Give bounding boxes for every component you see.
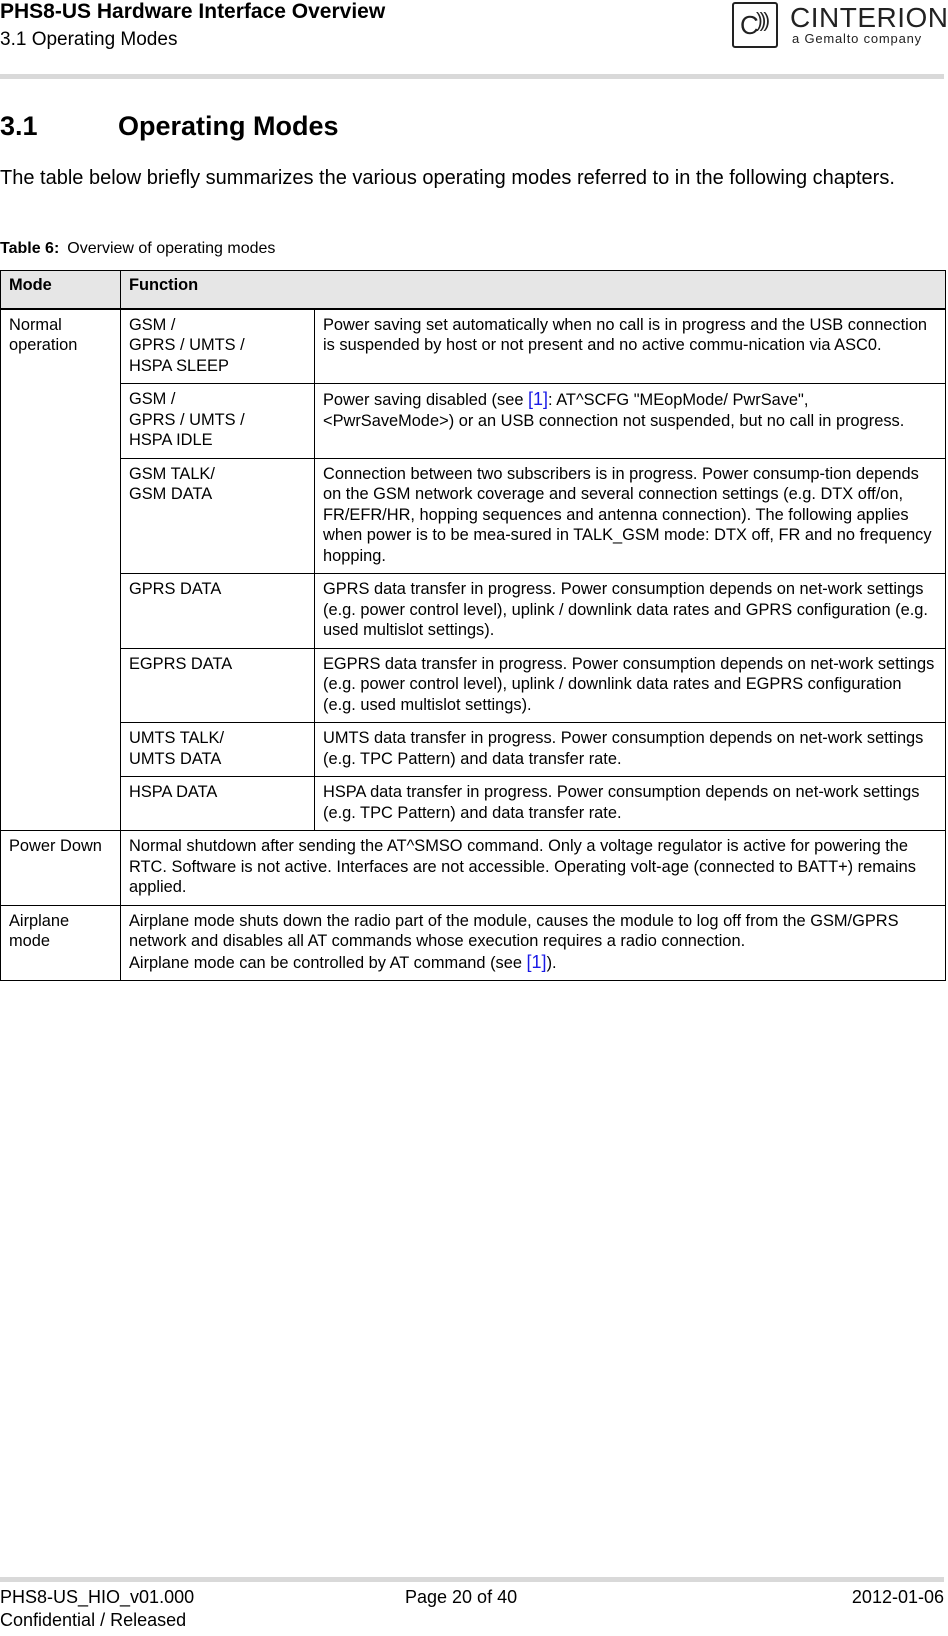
company-logo — [732, 0, 948, 52]
table-row — [1, 723, 946, 777]
header-function: Function — [121, 271, 946, 309]
submode-name: GPRS DATA — [121, 574, 315, 649]
table-caption — [0, 239, 275, 259]
description-text: : AT^SCFG "MEopMode/ PwrSave",<PwrSaveMode>) or an USB connection not suspended, but no call in progress. — [323, 391, 905, 430]
submode-description: EGPRS data transfer in progress. Power consumption depends on net-work settings (e.g. power control level), uplink / downlink data rates and EGPRS configuration (e.g. used multislot settings). — [315, 648, 946, 723]
section-heading — [0, 111, 339, 141]
footer-left — [0, 1586, 194, 1632]
footer-doc-id: PHS8-US_HIO_v01.000 — [0, 1587, 195, 1607]
submode-description: UMTS data transfer in progress. Power consumption depends on net-work settings (e.g. TPC Pattern) and data transfer rate. — [315, 723, 946, 777]
footer-page-number: Page 20 of 40 — [405, 1587, 518, 1607]
description-text: Airplane mode shuts down the radio part of the module, causes the module to log off from the GSM/GPRS network and disables all AT commands whose execution requires a radio connection. — [129, 911, 899, 950]
submode-name: HSPA DATA — [121, 777, 315, 831]
table-row — [1, 777, 946, 831]
intro-paragraph: The table below briefly summarizes the various operating modes referred to in the following chapters. — [0, 167, 895, 189]
page-header — [0, 0, 948, 80]
table-row — [1, 648, 946, 723]
table-row — [1, 384, 946, 459]
cinterion-logo-icon: C ))) — [732, 2, 778, 48]
mode-power-down: Power Down — [1, 831, 121, 906]
table-row — [1, 574, 946, 649]
document-title: PHS8-US Hardware Interface Overview — [0, 0, 386, 23]
operating-modes-table — [0, 270, 946, 981]
submode-description — [315, 384, 946, 459]
submode-description: GPRS data transfer in progress. Power consumption depends on net-work settings (e.g. power control level), uplink / downlink data rates and GPRS configuration (e.g. used multislot settings). — [315, 574, 946, 649]
description-text: ). — [546, 953, 557, 972]
header-section-name: 3.1 Operating Modes — [0, 29, 178, 50]
section-number: 3.1 — [0, 111, 38, 141]
header-mode: Mode — [1, 271, 121, 309]
description-text: Airplane mode can be controlled by AT command (see — [129, 953, 527, 972]
header-divider — [0, 74, 944, 79]
submode-description: Power saving set automatically when no call is in progress and the USB connection is suspended by host or not present and no active commu-nication via ASC0. — [315, 309, 946, 384]
submode-name: GSM / GPRS / UMTS / HSPA SLEEP — [121, 309, 315, 384]
logo-name: CINTERION — [790, 2, 948, 33]
table-caption-label: Table 6: — [0, 240, 60, 257]
table-row — [1, 458, 946, 574]
mode-airplane: Airplane mode — [1, 905, 121, 981]
submode-name: GSM / GPRS / UMTS / HSPA IDLE — [121, 384, 315, 459]
submode-name: UMTS TALK/ UMTS DATA — [121, 723, 315, 777]
submode-name: GSM TALK/ GSM DATA — [121, 458, 315, 574]
mode-description — [121, 905, 946, 981]
table-row — [1, 831, 946, 906]
mode-description: Normal shutdown after sending the AT^SMSO command. Only a voltage regulator is active for powering the RTC. Software is not active. Interfaces are not accessible. Operating volt-age (connected to BATT+) remains applied. — [121, 831, 946, 906]
table-row — [1, 309, 946, 384]
logo-tagline: a Gemalto company — [792, 31, 922, 46]
footer-date: 2012-01-06 — [851, 1587, 944, 1607]
description-text: Power saving disabled (see — [323, 391, 528, 409]
section-title: Operating Modes — [118, 111, 339, 141]
reference-link[interactable]: [1] — [526, 951, 547, 972]
table-header-row — [1, 271, 946, 309]
submode-description: Connection between two subscribers is in progress. Power consump-tion depends on the GSM network coverage and several connection settings (e.g. DTX off/on, FR/EFR/HR, hopping sequences and antenna connection). The following applies when power is to be mea-sured in TALK_GSM mode: DTX off, FR and no frequency hopping. — [315, 458, 946, 574]
footer-classification: Confidential / Released — [0, 1610, 187, 1630]
table-row — [1, 905, 946, 981]
reference-link[interactable]: [1] — [528, 389, 549, 409]
footer-divider — [0, 1577, 944, 1582]
submode-name: EGPRS DATA — [121, 648, 315, 723]
submode-description: HSPA data transfer in progress. Power consumption depends on net-work settings (e.g. TPC Pattern) and data transfer rate. — [315, 777, 946, 831]
table-caption-text: Overview of operating modes — [67, 240, 276, 257]
mode-normal-operation: Normal operation — [1, 309, 121, 831]
